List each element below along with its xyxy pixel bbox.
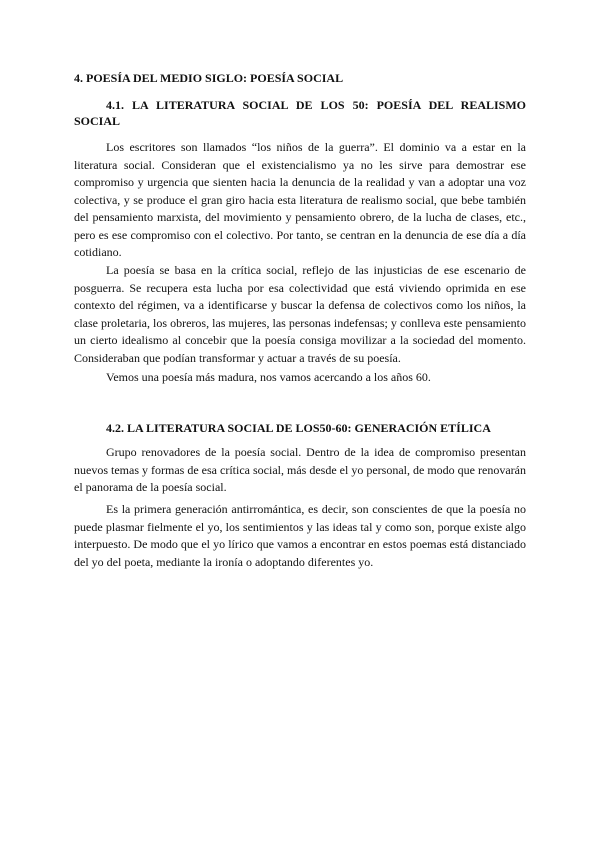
section-4-1-title: 4.1. LA LITERATURA SOCIAL DE LOS 50: POESÍA DEL REALISMO SOCIAL — [74, 98, 526, 128]
section-4-1-paragraph-3: Vemos una poesía más madura, nos vamos acercando a los años 60. — [106, 370, 431, 384]
section-4-2-title: 4.2. LA LITERATURA SOCIAL DE LOS50-60: GENERACIÓN ETÍLICA — [106, 421, 491, 435]
section-4-2-paragraph-2: Es la primera generación antirromántica, es decir, son conscientes de que la poesía no puede plasmar fielmente el yo, los sentimientos y las ideas tal y como son, porque existe algo interpuesto. De modo que el yo lírico que vamos a encontrar en estos poemas está distanciado del yo del poeta, mediante la ironía o adoptando diferentes yo. — [74, 502, 526, 569]
section-4-1-paragraph-2: La poesía se basa en la crítica social, reflejo de las injusticias de ese escenario de posguerra. Se recupera esta lucha por esa colectividad que está viviendo oprimida en ese contexto del régimen, va a identificarse y buscar la defensa de colectivos como los niños, la clase proletaria, los obreros, las mujeres, las personas indefensas; y conlleva este pensamiento un cierto idealismo al concebir que la poesía consiga movilizar a la sociedad del momento. Consideraban que podían transformar y actuar a través de su poesía. — [74, 263, 526, 365]
section-4-2-paragraph-1: Grupo renovadores de la poesía social. Dentro de la idea de compromiso presentan nuevos temas y formas de esa crítica social, más desde el yo personal, de modo que renovarán el panorama de la poesía social. — [74, 445, 526, 494]
section-4-title: 4. POESÍA DEL MEDIO SIGLO: POESÍA SOCIAL — [74, 71, 344, 85]
section-4-1-paragraph-1: Los escritores son llamados “los niños de la guerra”. El dominio va a estar en la literatura social. Consideran que el existencialismo ya no les sirve para demostrar ese compromiso y urgencia que sienten hacia la denuncia de la realidad y van a adoptar una voz colectiva, y se produce el gran giro hacia esta literatura de realismo social, que bebe también del pensamiento marxista, del movimiento y pensamiento obrero, de la lucha de clases, etc., pero es ese compromiso con el colectivo. Por tanto, se centran en la denuncia de ese día a día cotidiano. — [74, 140, 526, 259]
